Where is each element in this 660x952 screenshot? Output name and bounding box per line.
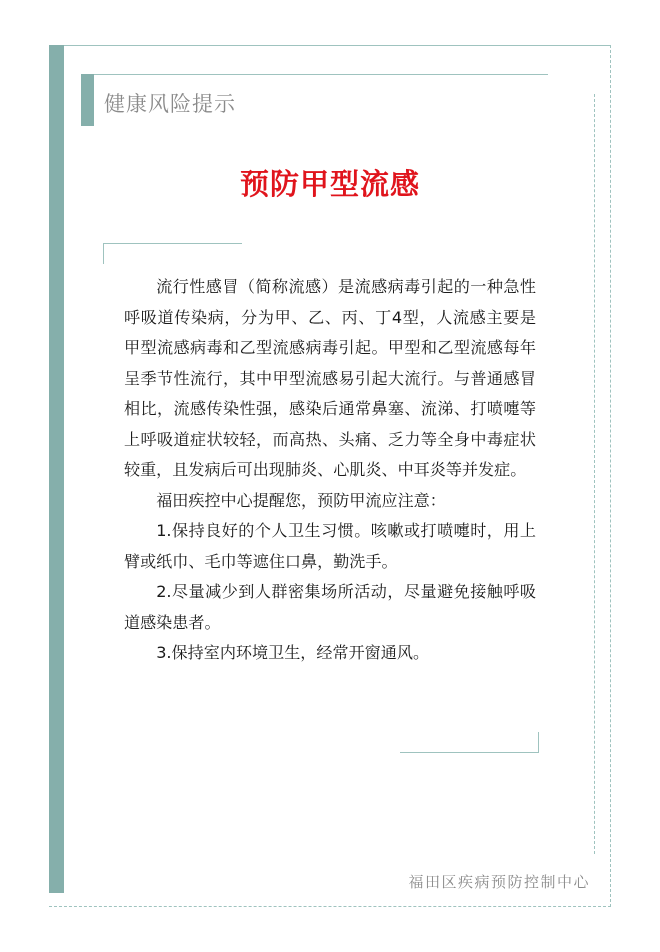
corner-bracket-top-left — [103, 243, 242, 264]
corner-bracket-bottom-right — [400, 732, 539, 753]
article-title: 预防甲型流感 — [239, 167, 420, 201]
header-title: 健康风险提示 — [104, 92, 236, 116]
paragraph-tip-3: 3.保持室内环境卫生，经常开窗通风。 — [156, 643, 430, 662]
paragraph-tip-1: 1.保持良好的个人卫生习惯。咳嗽或打喷嚏时，用上臂或纸巾、毛巾等遮住口鼻，勤洗手。 — [124, 521, 536, 571]
header-rule — [88, 74, 548, 75]
footer-organization: 福田区疾病预防控制中心 — [408, 873, 590, 891]
inner-right-line — [594, 94, 595, 854]
paragraph-reminder: 福田疾控中心提醒您，预防甲流应注意： — [156, 490, 446, 510]
paragraph-intro: 流行性感冒（简称流感）是流感病毒引起的一种急性呼吸道传染病，分为甲、乙、丙、丁4型，人流感主要是甲型流感病毒和乙型流感病毒引起。甲型和乙型流感每年呈季节性流行，其中甲型流感易引起大流行。与普通感冒相比，流感传染性强，感染后通常鼻塞、流涕、打喷嚏等上呼吸道症状较轻，而高热、头痛、乏力等全身中毒症状较重，且发病后可出现肺炎、心肌炎、中耳炎等并发症。 — [124, 277, 536, 479]
header-marker — [81, 74, 94, 126]
article-body — [124, 272, 536, 669]
frame-bottom-line — [49, 906, 611, 907]
frame-top-line — [64, 45, 611, 46]
paragraph-tip-2: 2.尽量减少到人群密集场所活动，尽量避免接触呼吸道感染患者。 — [124, 582, 536, 632]
